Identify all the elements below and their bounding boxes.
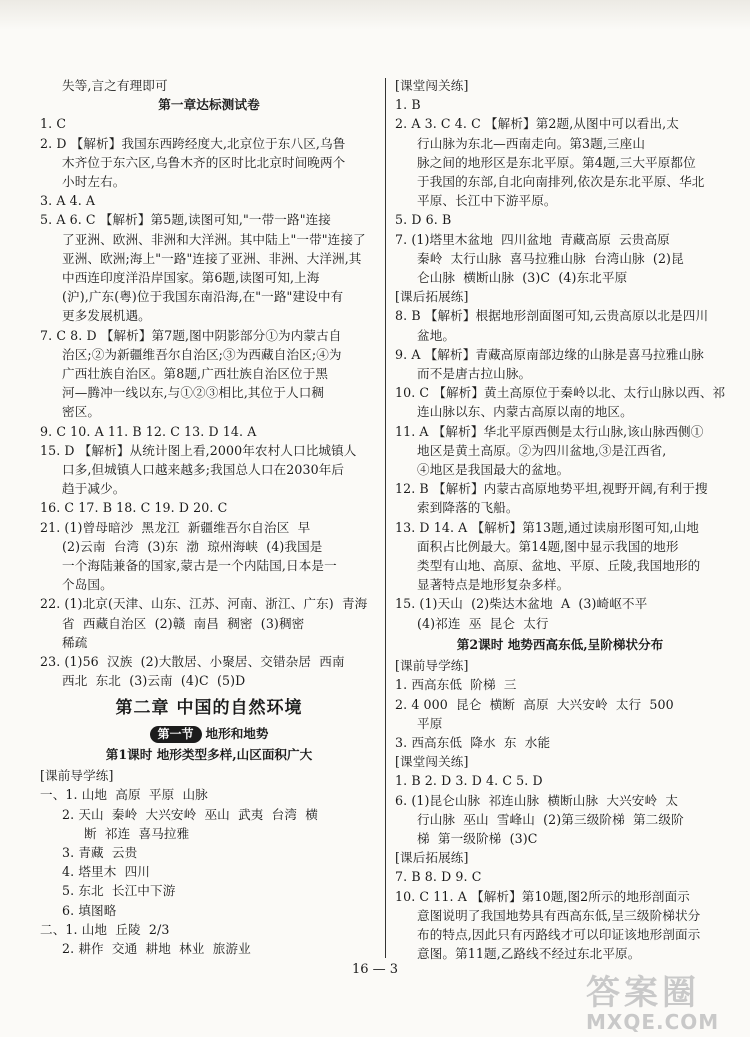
column-divider <box>385 78 386 958</box>
answer-line: 1. B <box>395 97 421 113</box>
answer-line: [课堂闯关练] <box>395 754 469 770</box>
answer-line: 面积占比例最大。第14题,图中显示我国的地形 <box>417 538 679 554</box>
chapter-title: 第二章 中国的自然环境 <box>115 697 303 718</box>
answer-line: 7. (1)塔里木盆地 四川盆地 青藏高原 云贵高原 <box>395 231 670 247</box>
answer-line: 更多发展机遇。 <box>62 308 151 324</box>
left-answer-block-2 <box>40 766 378 958</box>
answer-line: 河—腾冲一线以东,与①②③相比,其位于人口稠 <box>62 385 325 401</box>
answer-line: 稀疏 <box>62 634 88 650</box>
watermark-line1: 答案圈 <box>586 973 700 1013</box>
answer-line: 23. (1)56 汉族 (2)大散居、小聚居、交错杂居 西南 <box>40 654 345 670</box>
answer-line: 秦岭 太行山脉 喜马拉雅山脉 台湾山脉 (2)昆 <box>417 250 684 266</box>
answer-line: [课前导学练] <box>395 658 469 674</box>
answer-line: 第一章达标测试卷 <box>158 97 260 113</box>
answer-line: 地区是黄土高原。②为四川盆地,③是江西省, <box>417 442 667 458</box>
answer-line: 梯 第一级阶梯 (3)C <box>417 830 538 846</box>
answer-line: 显著特点是地形复杂多样。 <box>417 577 570 593</box>
answer-line: 了亚洲、欧洲、非洲和大洋洲。其中陆上"一带"连接了 <box>62 231 366 247</box>
answer-line: 2. 耕作 交通 耕地 林业 旅游业 <box>62 940 251 956</box>
answer-line: 5. 东北 长江中下游 <box>62 883 176 899</box>
answer-line: 断 祁连 喜马拉雅 <box>84 825 190 841</box>
answer-line: 7. C 8. D 【解析】第7题,图中阴影部分①为内蒙古自 <box>40 327 342 343</box>
answer-line: (2)云南 台湾 (3)东 渤 琼州海峡 (4)我国是 <box>62 538 323 554</box>
answer-line: 二、1. 山地 丘陵 2/3 <box>40 921 170 937</box>
answer-line: 仑山脉 横断山脉 (3)C (4)东北平原 <box>417 270 628 286</box>
answer-line: 于我国的东部,自北向南排列,依次是东北平原、华北 <box>417 174 705 190</box>
lesson-title-2: 第2课时 地势西高东低,呈阶梯状分布 <box>456 636 664 652</box>
answer-line: 一、1. 山地 高原 平原 山脉 <box>40 787 208 803</box>
answer-line: 22. (1)北京(天津、山东、江苏、河南、浙江、广东) 青海 <box>40 596 368 612</box>
answer-line: 3. 西高东低 降水 东 水能 <box>395 734 551 750</box>
answer-line: ④地区是我国最大的盆地。 <box>417 462 570 478</box>
answer-line: [课堂闯关练] <box>395 78 469 93</box>
answer-line: 省 西藏自治区 (2)赣 南昌 稠密 (3)稠密 <box>62 615 305 631</box>
section-badge: 第一节 <box>150 726 202 743</box>
answer-line: (沪),广东(粤)位于我国东南沿海,在"一路"建设中有 <box>62 289 344 305</box>
answer-line: 行山脉 巫山 雪峰山 (2)第三级阶梯 第二级阶 <box>417 811 684 827</box>
answer-line: 布的特点,因此只有丙路线才可以印证该地形剖面示 <box>417 926 701 942</box>
answer-line: 盆地。 <box>417 327 456 343</box>
answer-line: 意图。第11题,乙路线不经过东北平原。 <box>417 946 641 962</box>
answer-line: 亚洲、欧洲;海上"一路"连接了亚洲、非洲、大洋洲,其 <box>62 250 362 266</box>
answer-line: 1. B 2. D 3. D 4. C 5. D <box>395 773 543 789</box>
answer-line: 6. 填图略 <box>62 902 117 918</box>
answer-line: 而不是唐古拉山脉。 <box>417 366 532 382</box>
right-answer-block-2 <box>395 656 725 963</box>
answer-line: 3. A 4. A <box>40 193 96 209</box>
watermark-line2: MXQE.COM <box>586 1010 720 1034</box>
answer-line: 1. 西高东低 阶梯 三 <box>395 677 517 693</box>
left-answer-block <box>40 76 378 691</box>
answer-line: 行山脉为东北—西南走向。第3题,三座山 <box>417 135 646 151</box>
right-answer-block <box>395 76 725 633</box>
answer-line: 意图说明了我国地势具有西高东低,呈三级阶梯状分 <box>417 907 701 923</box>
section-heading <box>40 724 378 743</box>
scan-top-shadow <box>0 0 750 30</box>
answer-line: 9. C 10. A 11. B 12. C 13. D 14. A <box>40 423 257 439</box>
answer-line: 平原、长江中下游平原。 <box>417 193 557 209</box>
answer-line: 3. 青藏 云贵 <box>62 844 138 860</box>
answer-line: 广西壮族自治区。第8题,广西壮族自治区位于黑 <box>62 366 329 382</box>
answer-line: 2. A 3. C 4. C 【解析】第2题,从图中可以看出,太 <box>395 116 679 132</box>
answer-line: 11. A 【解析】华北平原西侧是太行山脉,该山脉西侧① <box>395 423 704 439</box>
answer-line: 治区;②为新疆维吾尔自治区;③为西藏自治区;④为 <box>62 346 342 362</box>
answer-line: 1. C <box>40 116 67 132</box>
watermark-logo <box>586 974 736 1032</box>
answer-line: [课后拓展练] <box>395 289 469 305</box>
answer-line: [课前导学练] <box>40 768 114 784</box>
answer-line: 15. (1)天山 (2)柴达木盆地 A (3)崎岖不平 <box>395 596 648 612</box>
answer-line: (4)祁连 巫 昆仑 太行 <box>417 615 549 631</box>
answer-line: 7. B 8. D 9. C <box>395 869 482 885</box>
answer-line: 2. 天山 秦岭 大兴安岭 巫山 武夷 台湾 横 <box>62 806 318 822</box>
answer-line: 6. (1)昆仑山脉 祁连山脉 横断山脉 大兴安岭 太 <box>395 792 679 808</box>
answer-line: 15. D 【解析】从统计图上看,2000年农村人口比城镇人 <box>40 442 357 458</box>
answer-line: 脉之间的地形区是东北平原。第4题,三大平原都位 <box>417 154 696 170</box>
answer-line: 类型有山地、高原、盆地、平原、丘陵,我国地形的 <box>417 558 701 574</box>
answer-line: 2. 4 000 昆仑 横断 高原 大兴安岭 太行 500 <box>395 696 674 712</box>
answer-line: 一个海陆兼备的国家,蒙古是一个内陆国,日本是一 <box>62 558 337 574</box>
answer-line: 5. A 6. C 【解析】第5题,读图可知,"一带一路"连接 <box>40 212 331 228</box>
lesson-title: 第1课时 地形类型多样,山区面积广大 <box>105 746 313 762</box>
answer-line: 2. D 【解析】我国东西跨经度大,北京位于东八区,乌鲁 <box>40 135 346 151</box>
answer-line: 10. C 【解析】黄土高原位于秦岭以北、太行山脉以西、祁 <box>395 385 726 401</box>
answer-line: 13. D 14. A 【解析】第13题,通过读扇形图可知,山地 <box>395 519 699 535</box>
left-column <box>40 76 378 958</box>
answer-line: 8. B 【解析】根据地形剖面图可知,云贵高原以北是四川 <box>395 308 709 324</box>
answer-line: 个岛国。 <box>62 577 113 593</box>
answer-line: 平原 <box>417 715 443 731</box>
answer-line: 21. (1)曾母暗沙 黑龙江 新疆维吾尔自治区 早 <box>40 519 311 535</box>
section-title: 地形和地势 <box>205 725 269 741</box>
answer-line: 木齐位于东六区,乌鲁木齐的区时比北京时间晚两个 <box>62 154 346 170</box>
right-column <box>395 76 725 963</box>
answer-line: 10. C 11. A 【解析】第10题,图2所示的地形剖面示 <box>395 888 690 904</box>
answer-line: 密区。 <box>62 404 101 420</box>
answer-line: 中西连印度洋沿岸国家。第6题,读图可知,上海 <box>62 270 320 286</box>
answer-line: 失等,言之有理即可 <box>62 78 168 93</box>
answer-line: 口多,但城镇人口越来越多;我国总人口在2030年后 <box>62 462 345 478</box>
answer-line: 趋于减少。 <box>62 481 126 497</box>
answer-line: 9. A 【解析】青藏高原南部边缘的山脉是喜马拉雅山脉 <box>395 346 704 362</box>
answer-line: 小时左右。 <box>62 174 126 190</box>
page-number: 16 — 3 <box>351 962 399 977</box>
answer-line: 西北 东北 (3)云南 (4)C (5)D <box>62 673 246 689</box>
answer-line: 4. 塔里木 四川 <box>62 864 150 880</box>
answer-line: [课后拓展练] <box>395 850 469 866</box>
answer-line: 索到降落的飞船。 <box>417 500 519 516</box>
answer-line: 5. D 6. B <box>395 212 452 228</box>
answer-line: 16. C 17. B 18. C 19. D 20. C <box>40 500 228 516</box>
answer-line: 连山脉以东、内蒙古高原以南的地区。 <box>417 404 633 420</box>
answer-line: 12. B 【解析】内蒙古高原地势平坦,视野开阔,有利于搜 <box>395 481 708 497</box>
